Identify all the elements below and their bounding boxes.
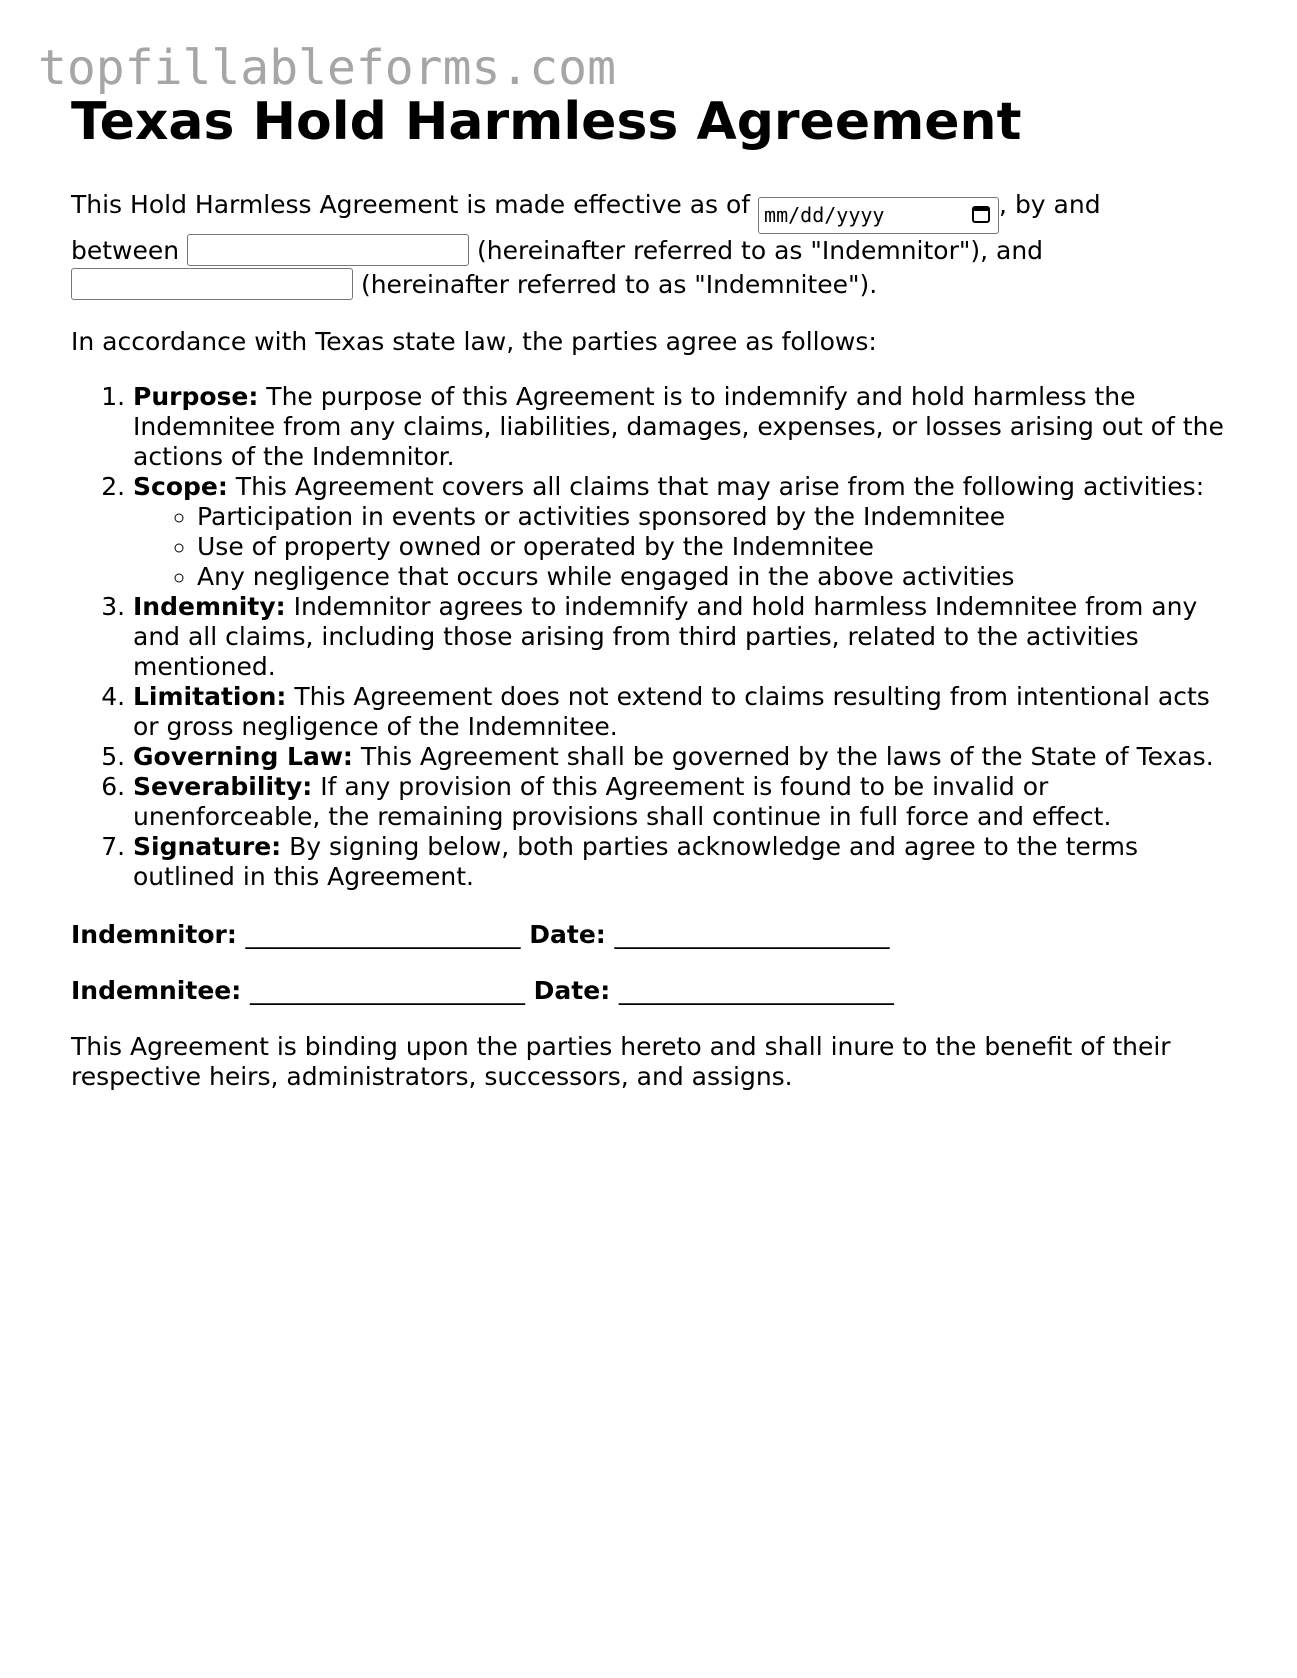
indemnitor-date-blank: ______________________ — [614, 920, 890, 949]
indemnitee-date-blank: ______________________ — [618, 976, 894, 1005]
page-title: Texas Hold Harmless Agreement — [71, 92, 1022, 152]
term-text: The purpose of this Agreement is to indemnify and hold harmless the Indemnitee from any claims, liabilities, damages, expenses, or losses arising out of the actions of the Indemnitor. — [133, 382, 1224, 471]
term-text: If any provision of this Agreement is found to be invalid or unenforceable, the remaining provisions shall continue in full force and effect. — [133, 772, 1112, 831]
term-indemnity — [133, 592, 1226, 682]
intro-text-1: This Hold Harmless Agreement is made effective as of — [71, 190, 759, 219]
intro-text-3: (hereinafter referred to as "Indemnitor"), and — [469, 236, 1044, 265]
indemnitee-label: Indemnitee: — [71, 976, 242, 1005]
term-heading: Purpose: — [133, 382, 259, 411]
date-placeholder: mm/dd/yyyy — [764, 203, 885, 227]
terms-list — [71, 382, 1226, 892]
indemnitor-label: Indemnitor: — [71, 920, 237, 949]
intro-paragraph — [71, 188, 1211, 301]
term-severability — [133, 772, 1226, 832]
term-heading: Limitation: — [133, 682, 287, 711]
term-purpose — [133, 382, 1226, 472]
effective-date-input[interactable] — [758, 197, 999, 234]
term-heading: Signature: — [133, 832, 282, 861]
intro-text-2: , by and between — [71, 190, 1101, 265]
scope-item: ◦ Use of property owned or operated by the Indemnitee — [197, 532, 1226, 562]
term-scope — [133, 472, 1226, 592]
indemnitee-date-label: Date: — [533, 976, 611, 1005]
term-text: This Agreement does not extend to claims resulting from intentional acts or gross negligence of the Indemnitee. — [133, 682, 1210, 741]
term-text: This Agreement shall be governed by the laws of the State of Texas. — [352, 742, 1214, 771]
indemnitor-signature-line — [71, 920, 1231, 950]
indemnitor-name-input[interactable] — [187, 234, 469, 266]
term-text: By signing below, both parties acknowledge and agree to the terms outlined in this Agreement. — [133, 832, 1139, 891]
indemnitor-signature-blank: ______________________ — [245, 920, 521, 949]
closing-paragraph: This Agreement is binding upon the parties hereto and shall inure to the benefit of their respective heirs, administrators, successors, and assigns. — [71, 1032, 1171, 1091]
term-heading: Scope: — [133, 472, 228, 501]
term-heading: Severability: — [133, 772, 313, 801]
indemnitee-name-input[interactable] — [71, 268, 353, 300]
indemnitee-signature-blank: ______________________ — [249, 976, 525, 1005]
document-page — [71, 90, 1231, 1092]
term-heading: Indemnity: — [133, 592, 286, 621]
term-limitation — [133, 682, 1226, 742]
term-text: Indemnitor agrees to indemnify and hold harmless Indemnitee from any and all claims, including those arising from third parties, related to the activities mentioned. — [133, 592, 1198, 681]
intro-text-4: (hereinafter referred to as "Indemnitee"). — [353, 269, 878, 299]
term-governing-law — [133, 742, 1226, 772]
scope-item: ◦ Participation in events or activities sponsored by the Indemnitee — [197, 502, 1226, 532]
term-text: This Agreement covers all claims that may arise from the following activities: — [227, 472, 1205, 501]
indemnitee-signature-line — [71, 976, 1231, 1006]
watermark: topfillableforms.com — [38, 40, 616, 96]
scope-item: ◦ Any negligence that occurs while engaged in the above activities — [197, 562, 1226, 592]
calendar-icon[interactable] — [972, 206, 990, 223]
term-heading: Governing Law: — [133, 742, 353, 771]
indemnitor-date-label: Date: — [529, 920, 606, 949]
term-signature — [133, 832, 1226, 892]
preamble: In accordance with Texas state law, the parties agree as follows: — [71, 327, 877, 356]
scope-sublist — [133, 502, 1226, 592]
